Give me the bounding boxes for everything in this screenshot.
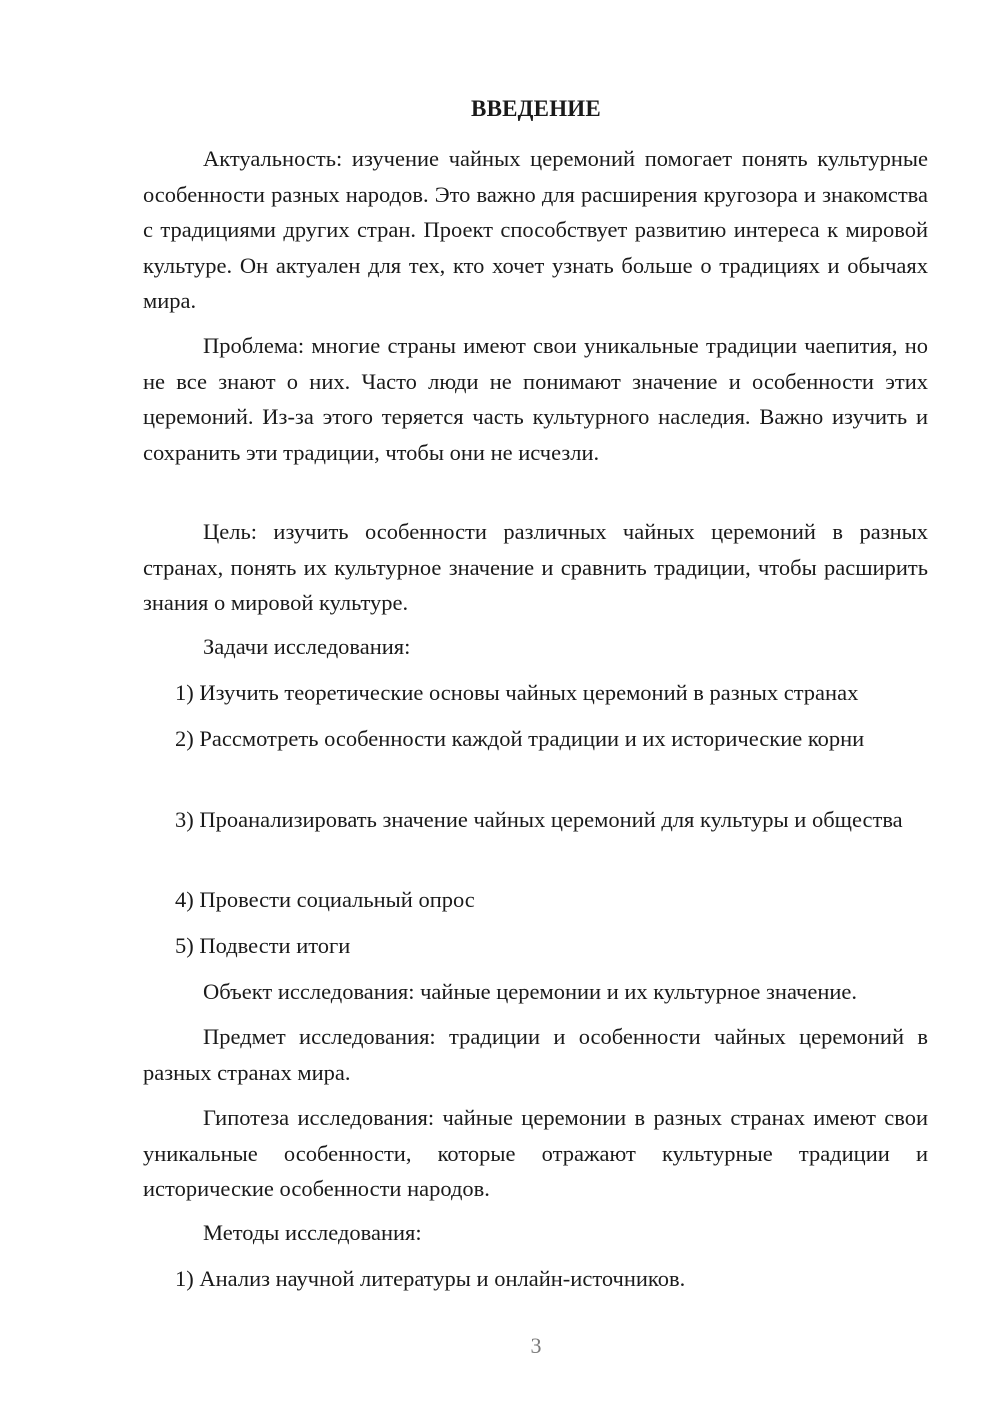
task-item-2: 2) Рассмотреть особенности каждой традиции и их исторические корни xyxy=(175,726,865,751)
paragraph-object: Объект исследования: чайные церемонии и их культурное значение. xyxy=(203,979,858,1004)
paragraph-subject: Предмет исследования: традиции и особенности чайных церемоний в разных странах мира. xyxy=(143,1024,928,1085)
paragraph-problem: Проблема: многие страны имеют свои уникальные традиции чаепития, но не все знают о них. Часто люди не понимают значение и особенности этих церемоний. Из-за этого теряется часть культурного наследия. Важно изучить и сохранить эти традиции, чтобы они не исчезли. xyxy=(143,333,928,465)
task-item-3: 3) Проанализировать значение чайных церемоний для культуры и общества xyxy=(175,807,903,832)
task-item-1: 1) Изучить теоретические основы чайных церемоний в разных странах xyxy=(175,680,859,705)
page-number: 3 xyxy=(530,1333,542,1358)
paragraph-relevance: Актуальность: изучение чайных церемоний помогает понять культурные особенности разных народов. Это важно для расширения кругозора и знакомства с традициями других стран. Проект способствует развитию интереса к мировой культуре. Он актуален для тех, кто хочет узнать больше о традициях и обычаях мира. xyxy=(143,146,928,313)
task-item-5: 5) Подвести итоги xyxy=(175,933,351,958)
section-title: ВВЕДЕНИЕ xyxy=(471,96,601,121)
paragraph-goal: Цель: изучить особенности различных чайных церемоний в разных странах, понять их культурное значение и сравнить традиции, чтобы расширить знания о мировой культуре. xyxy=(143,519,928,615)
method-item-1: 1) Анализ научной литературы и онлайн-источников. xyxy=(175,1266,686,1291)
tasks-heading: Задачи исследования: xyxy=(203,634,411,659)
paragraph-hypothesis: Гипотеза исследования: чайные церемонии в разных странах имеют свои уникальные особенности, которые отражают культурные традиции и исторические особенности народов. xyxy=(143,1105,928,1201)
methods-heading: Методы исследования: xyxy=(203,1220,422,1245)
task-item-4: 4) Провести социальный опрос xyxy=(175,887,475,912)
